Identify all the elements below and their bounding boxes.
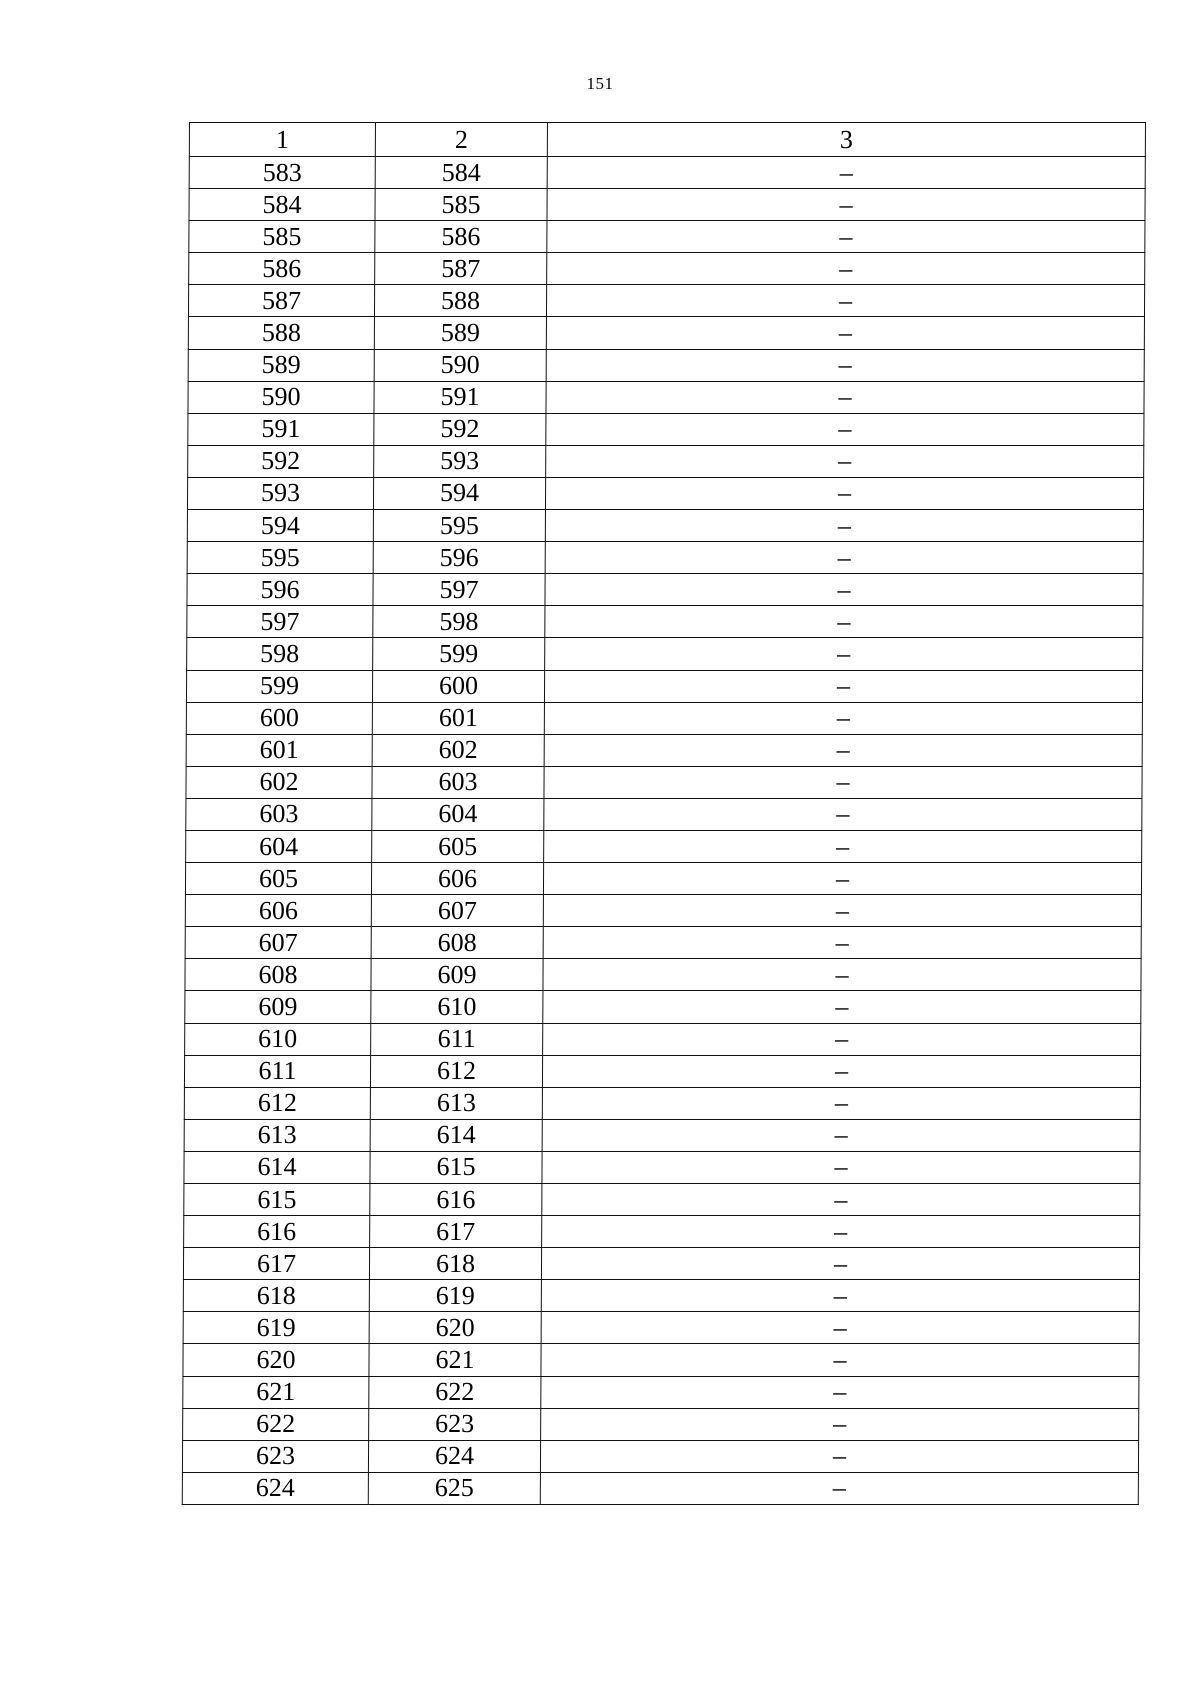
table-row [187, 606, 1143, 638]
table-cell-col-2: 617 [370, 1216, 542, 1248]
table-row [189, 157, 1145, 189]
table-row [184, 1087, 1140, 1119]
table-cell-col-3: – [546, 445, 1144, 477]
table-row [185, 991, 1141, 1023]
page-number: 151 [586, 74, 614, 93]
table-cell-col-2: 623 [369, 1408, 541, 1440]
table-cell-col-2: 606 [371, 863, 543, 895]
table-cell-col-1: 610 [185, 1023, 371, 1055]
table-cell-col-3: – [542, 1184, 1140, 1216]
table-cell-col-1: 589 [188, 349, 374, 381]
table-cell-col-2: 594 [373, 477, 545, 509]
table-row [187, 638, 1143, 670]
table-cell-col-2: 596 [373, 542, 545, 574]
table-cell-col-3: – [544, 734, 1142, 766]
column-header-2: 2 [375, 123, 547, 157]
table-row [186, 734, 1142, 766]
table-row [186, 766, 1142, 798]
table-cell-col-2: 625 [368, 1472, 540, 1504]
table-cell-col-2: 588 [374, 285, 546, 317]
table-cell-col-1: 588 [188, 317, 374, 349]
table-cell-col-3: – [543, 991, 1141, 1023]
table-cell-col-3: – [546, 349, 1144, 381]
data-table [182, 122, 1146, 1505]
table-cell-col-3: – [546, 413, 1144, 445]
table-cell-col-3: – [543, 863, 1141, 895]
table-cell-col-2: 602 [372, 734, 544, 766]
table-cell-col-1: 622 [183, 1408, 369, 1440]
table-row [189, 221, 1145, 253]
table-cell-col-2: 615 [370, 1151, 542, 1183]
table-cell-col-1: 609 [185, 991, 371, 1023]
table-cell-col-1: 590 [188, 381, 374, 413]
table-row [188, 285, 1144, 317]
table-cell-col-2: 605 [372, 830, 544, 862]
table-cell-col-2: 597 [373, 574, 545, 606]
table-cell-col-3: – [544, 830, 1142, 862]
table-cell-col-1: 623 [182, 1440, 368, 1472]
table-cell-col-3: – [542, 1055, 1140, 1087]
table-cell-col-2: 599 [373, 638, 545, 670]
table-cell-col-3: – [544, 798, 1142, 830]
table-row [188, 413, 1144, 445]
table-cell-col-2: 598 [373, 606, 545, 638]
table-cell-col-3: – [542, 1216, 1140, 1248]
table-row [189, 189, 1145, 221]
table-cell-col-1: 594 [187, 510, 373, 542]
table-row [183, 1248, 1139, 1280]
table-row [186, 670, 1142, 702]
table-row [187, 510, 1143, 542]
table-cell-col-2: 586 [375, 221, 547, 253]
table-row [186, 702, 1142, 734]
table-cell-col-2: 608 [371, 927, 543, 959]
table-cell-col-3: – [546, 381, 1144, 413]
table-cell-col-2: 612 [370, 1055, 542, 1087]
table-cell-col-1: 600 [186, 702, 372, 734]
table-cell-col-2: 585 [375, 189, 547, 221]
table-row [185, 1023, 1141, 1055]
table-cell-col-3: – [540, 1440, 1138, 1472]
column-header-3: 3 [547, 123, 1145, 157]
table-cell-col-1: 605 [185, 863, 371, 895]
table-cell-col-3: – [542, 1087, 1140, 1119]
table-row [184, 1055, 1140, 1087]
table-cell-col-1: 606 [185, 895, 371, 927]
table-cell-col-1: 586 [189, 253, 375, 285]
table-row [185, 895, 1141, 927]
table-row [188, 317, 1144, 349]
table-cell-col-3: – [545, 574, 1143, 606]
table-row [184, 1216, 1140, 1248]
table-cell-col-1: 619 [183, 1312, 369, 1344]
table-cell-col-3: – [545, 477, 1143, 509]
table-cell-col-1: 612 [184, 1087, 370, 1119]
table-row [183, 1344, 1139, 1376]
table-row [182, 1440, 1138, 1472]
table-cell-col-3: – [543, 1023, 1141, 1055]
table-cell-col-3: – [541, 1312, 1139, 1344]
table-cell-col-2: 619 [369, 1280, 541, 1312]
table-cell-col-3: – [547, 189, 1145, 221]
table-cell-col-1: 584 [189, 189, 375, 221]
table-cell-col-3: – [542, 1151, 1140, 1183]
table-cell-col-1: 615 [184, 1184, 370, 1216]
table-cell-col-1: 616 [184, 1216, 370, 1248]
table-cell-col-1: 607 [185, 927, 371, 959]
table-row [188, 445, 1144, 477]
table-cell-col-1: 596 [187, 574, 373, 606]
table-row [187, 574, 1143, 606]
table-cell-col-1: 599 [186, 670, 372, 702]
table-cell-col-1: 617 [183, 1248, 369, 1280]
table-cell-col-2: 610 [371, 991, 543, 1023]
table-cell-col-2: 609 [371, 959, 543, 991]
table-cell-col-2: 614 [370, 1119, 542, 1151]
table-cell-col-1: 591 [188, 413, 374, 445]
table-cell-col-3: – [541, 1376, 1139, 1408]
table-cell-col-2: 584 [375, 157, 547, 189]
table-row [185, 959, 1141, 991]
table-cell-col-2: 587 [375, 253, 547, 285]
table-cell-col-3: – [541, 1344, 1139, 1376]
table-row [187, 477, 1143, 509]
table-row [185, 927, 1141, 959]
table-cell-col-3: – [543, 959, 1141, 991]
table-cell-col-2: 611 [371, 1023, 543, 1055]
table-cell-col-1: 613 [184, 1119, 370, 1151]
table-cell-col-1: 621 [183, 1376, 369, 1408]
table-cell-col-3: – [546, 285, 1144, 317]
table-row [184, 1151, 1140, 1183]
table-cell-col-1: 597 [187, 606, 373, 638]
table-cell-col-2: 607 [371, 895, 543, 927]
table-cell-col-1: 624 [182, 1472, 368, 1504]
table-cell-col-3: – [547, 157, 1145, 189]
table-cell-col-2: 603 [372, 766, 544, 798]
table-cell-col-3: – [543, 895, 1141, 927]
table-cell-col-3: – [542, 1119, 1140, 1151]
table-row [183, 1376, 1139, 1408]
table-cell-col-1: 604 [186, 830, 372, 862]
table-row [184, 1184, 1140, 1216]
table-cell-col-3: – [541, 1280, 1139, 1312]
table-cell-col-3: – [545, 510, 1143, 542]
column-header-1: 1 [189, 123, 375, 157]
table-cell-col-3: – [547, 221, 1145, 253]
table-cell-col-1: 593 [187, 477, 373, 509]
table-cell-col-1: 614 [184, 1151, 370, 1183]
table-cell-col-1: 620 [183, 1344, 369, 1376]
table-cell-col-1: 585 [189, 221, 375, 253]
table-row [183, 1408, 1139, 1440]
table-cell-col-2: 601 [372, 702, 544, 734]
table-body [182, 157, 1145, 1505]
header-row [189, 123, 1145, 157]
table-cell-col-3: – [545, 542, 1143, 574]
table-cell-col-1: 592 [188, 445, 374, 477]
table-cell-col-1: 618 [183, 1280, 369, 1312]
table-cell-col-3: – [540, 1472, 1138, 1504]
table-cell-col-2: 590 [374, 349, 546, 381]
table-row [183, 1280, 1139, 1312]
table-cell-col-2: 589 [374, 317, 546, 349]
table-cell-col-2: 618 [369, 1248, 541, 1280]
table-cell-col-3: – [544, 702, 1142, 734]
table-cell-col-3: – [545, 606, 1143, 638]
table-row [187, 542, 1143, 574]
table-cell-col-2: 622 [369, 1376, 541, 1408]
table-row [188, 381, 1144, 413]
table-cell-col-1: 608 [185, 959, 371, 991]
table-cell-col-2: 624 [368, 1440, 540, 1472]
table-cell-col-2: 595 [373, 510, 545, 542]
table-cell-col-1: 598 [187, 638, 373, 670]
table-cell-col-1: 583 [189, 157, 375, 189]
table-row [185, 863, 1141, 895]
table-cell-col-3: – [546, 317, 1144, 349]
table-cell-col-3: – [541, 1408, 1139, 1440]
table-cell-col-2: 600 [372, 670, 544, 702]
table-cell-col-1: 611 [184, 1055, 370, 1087]
table-cell-col-2: 604 [372, 798, 544, 830]
table-cell-col-1: 587 [188, 285, 374, 317]
table-row [182, 1472, 1138, 1504]
table-cell-col-2: 592 [374, 413, 546, 445]
table-row [184, 1119, 1140, 1151]
table-row [186, 798, 1142, 830]
table-cell-col-1: 595 [187, 542, 373, 574]
table-row [183, 1312, 1139, 1344]
table-cell-col-3: – [544, 766, 1142, 798]
table-cell-col-3: – [547, 253, 1145, 285]
table-row [189, 253, 1145, 285]
table-cell-col-2: 621 [369, 1344, 541, 1376]
table-cell-col-1: 602 [186, 766, 372, 798]
table-cell-col-1: 603 [186, 798, 372, 830]
table-header [189, 123, 1145, 157]
table-row [186, 830, 1142, 862]
table-cell-col-2: 620 [369, 1312, 541, 1344]
table-cell-col-3: – [543, 927, 1141, 959]
table-cell-col-3: – [541, 1248, 1139, 1280]
table-cell-col-3: – [545, 638, 1143, 670]
table-cell-col-2: 613 [370, 1087, 542, 1119]
table-cell-col-2: 593 [374, 445, 546, 477]
table-cell-col-1: 601 [186, 734, 372, 766]
table-row [188, 349, 1144, 381]
table-cell-col-2: 591 [374, 381, 546, 413]
table-cell-col-3: – [544, 670, 1142, 702]
table-cell-col-2: 616 [370, 1184, 542, 1216]
